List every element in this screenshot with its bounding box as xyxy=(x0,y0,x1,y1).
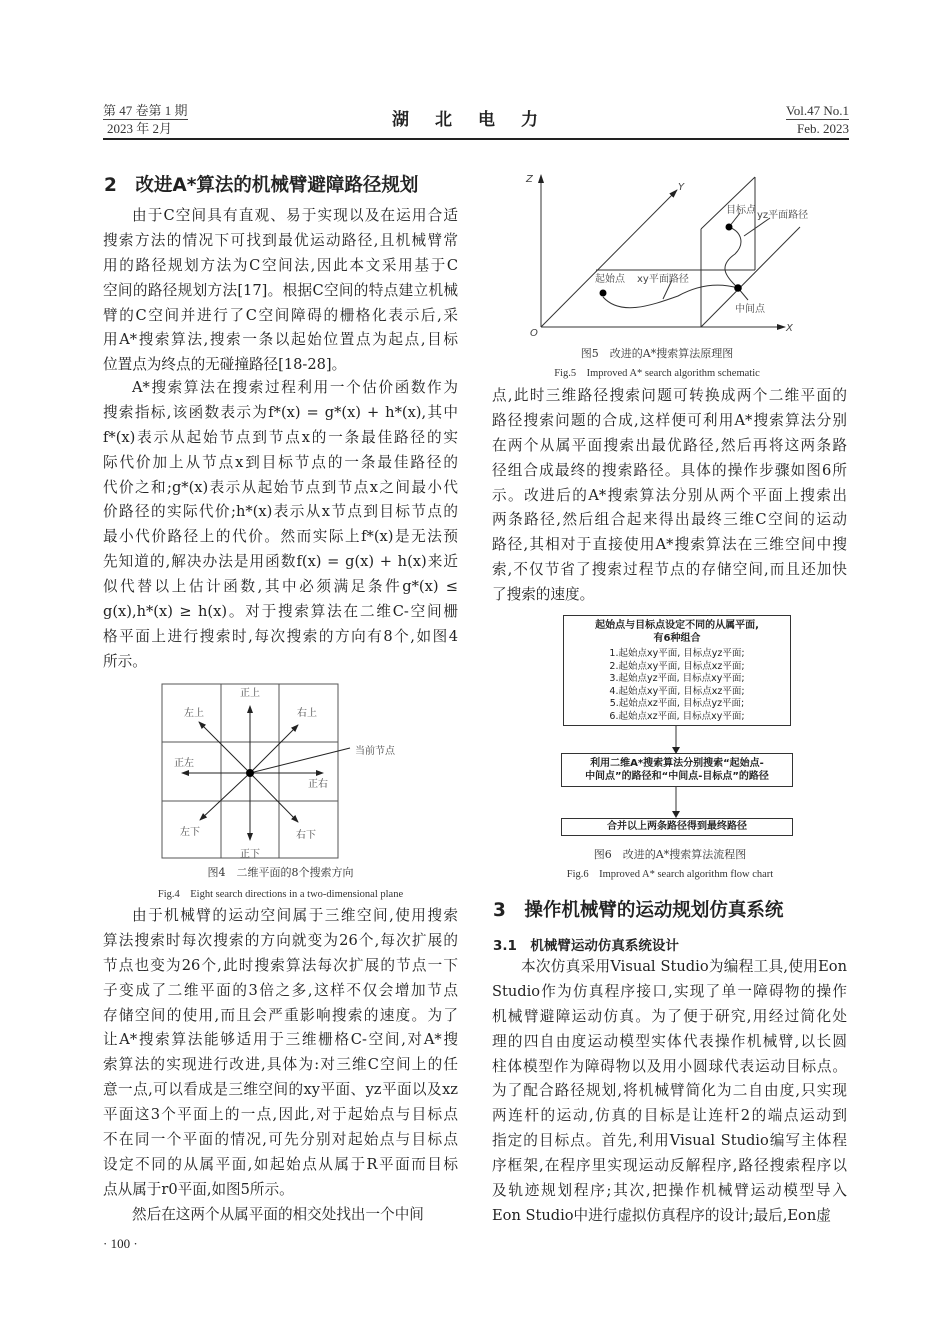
combination-item: 3.起始点yz平面, 目标点xy平面; xyxy=(609,673,745,684)
journal-title: 湖北电力 xyxy=(392,110,564,130)
label-target: 目标点 xyxy=(726,205,756,216)
label-right: 正右 xyxy=(308,779,328,790)
label-o: O xyxy=(530,328,538,338)
box-line: 中间点”的路径和“中间点-目标点”的路径 xyxy=(585,771,769,782)
flow-box-search xyxy=(561,753,793,787)
text-line: 格平面上进行搜索时,每次搜索的方向有8个,如图4 xyxy=(103,627,458,645)
figure-6-caption-en: Fig.6 Improved A* search algorithm flow chart xyxy=(566,869,774,880)
text-line: 存储空间的使用,而且会严重影响搜索的速度。为了 xyxy=(103,1006,458,1024)
text-line: 点,此时三维路径搜索问题可转换成两个二维平面的 xyxy=(492,387,847,404)
text-line: Eon Studio中进行虚拟仿真程序的设计;最后,Eon虚 xyxy=(492,1206,831,1224)
mid-point xyxy=(734,284,742,292)
start-point xyxy=(600,290,607,297)
text-line: 示。改进后的A*搜索算法分别从两个平面上搜索出 xyxy=(492,486,847,504)
combination-item: 2.起始点xy平面, 目标点xz平面; xyxy=(609,660,745,672)
paragraph xyxy=(103,204,458,378)
text-line: 让A*搜索算法能够适用于三维栅格C-空间,对A*搜 xyxy=(103,1031,458,1049)
combination-item: 6.起始点xz平面, 目标点xy平面; xyxy=(609,710,745,722)
text-line: 子变成了二维平面的3倍之多,这样不仅会增加节点 xyxy=(103,981,458,999)
text-line: 设定不同的从属平面,如起始点从属于R平面而目标 xyxy=(103,1155,458,1173)
text-line: 路径搜索问题的合成,这样便可利用A*搜索算法分别 xyxy=(492,411,847,429)
subsection-3-1-heading: 3.1 机械臂运动仿真系统设计 xyxy=(493,938,679,954)
paragraph xyxy=(492,384,847,608)
target-point xyxy=(726,224,733,231)
text-line: A*搜索算法在搜索过程利用一个估价函数作为 xyxy=(132,379,458,396)
text-line: 节点也变为26个,此时搜索算法每次扩展的节点一下 xyxy=(103,956,458,974)
text-line: 臂的C空间并进行了C空间障碍的栅格化表示后,采 xyxy=(103,306,458,324)
text-line: 在两个从属平面搜索出最优路径,然后再将这两条路 xyxy=(492,436,847,454)
text-line: 用A*搜索算法,搜索一条以起始位置点为起点,目标 xyxy=(103,331,458,349)
figure-5-caption-en: Fig.5 Improved A* search algorithm schematic xyxy=(554,368,760,379)
text-line: 索算法的实现进行改进,具体为:对三维C空间上的任 xyxy=(103,1056,458,1074)
text-line: 索,不仅节省了搜索过程节点的存储空间,而且还加快 xyxy=(492,561,847,579)
text-line: 由于机械臂的运动空间属于三维空间,使用搜索 xyxy=(132,907,458,924)
volume-label: Vol.47 No.1 xyxy=(786,103,849,118)
text-line: Studio作为仿真程序接口,实现了单一障碍物的操作 xyxy=(492,982,847,1000)
text-line: 空间的路径规划方法[17]。根据C空间的特点建立机械 xyxy=(103,281,458,299)
figure-4-caption: 图4 二维平面的8个搜索方向 xyxy=(207,866,354,879)
text-line: 价路径的实际代价;h*(x)表示从x节点到目标节点的 xyxy=(103,503,458,521)
text-line: 径组合成最终的搜索路径。具体的操作步骤如图6所 xyxy=(492,461,847,479)
combination-item: 5.起始点xz平面, 目标点yz平面; xyxy=(609,698,745,709)
figure-6-caption: 图6 改进的A*搜索算法流程图 xyxy=(593,848,747,861)
y-axis xyxy=(541,190,677,327)
current-node-dot xyxy=(246,769,254,777)
label-start: 起始点 xyxy=(595,274,625,285)
text-line: 平面这3个平面上的一点,因此,对于起始点与目标点 xyxy=(103,1106,458,1124)
yz-path-curve xyxy=(725,227,741,288)
text-line: f*(x)表示从起始节点到节点x的一条最佳路径的实 xyxy=(103,428,458,446)
flow-box-combinations xyxy=(563,615,791,726)
text-line: 意一点,可以看成是三维空间的xy平面、yz平面以及xz xyxy=(103,1081,458,1099)
box-title: 有6种组合 xyxy=(653,633,701,644)
label-mid: 中间点 xyxy=(735,304,765,315)
text-line: 理的四自由度运动模型实体代表操作机械臂,以长圆 xyxy=(492,1032,847,1050)
figure-4-search-directions xyxy=(130,676,430,866)
text-line: 搜索方法的情况下可找到最优运动路径,且机械臂常 xyxy=(103,231,458,249)
issue-date: 2023 年 2月 xyxy=(107,121,173,136)
header-rule xyxy=(103,138,849,140)
page-number: · 100 · xyxy=(103,1236,138,1251)
paragraph xyxy=(492,955,847,1229)
label-xy-path: xy平面路径 xyxy=(637,274,689,285)
text-line: 代价之和;g*(x)表示从起始节点到节点x之间最小代 xyxy=(103,478,458,496)
label-downleft: 左下 xyxy=(180,827,200,838)
paragraph xyxy=(103,376,458,675)
paragraph xyxy=(103,1203,458,1228)
text-line: 用的路径规划方法为C空间法,因此本文采用基于C xyxy=(103,256,458,274)
xy-path-curve xyxy=(603,285,738,308)
text-line: 不在同一个平面的情况,可先分别对起始点与目标点 xyxy=(103,1131,458,1149)
text-line: 机械臂避障运动仿真。为了便于研究,用经过简化处 xyxy=(492,1007,847,1025)
label-down: 正下 xyxy=(240,849,260,860)
paragraph xyxy=(103,904,458,1203)
text-line: 柱体模型作为障碍物以及用小圆球代表运动目标点。 xyxy=(492,1057,847,1075)
text-line: 搜索指标,该函数表示为f*(x) = g*(x) + h*(x),其中 xyxy=(103,403,458,421)
section-2-heading: 2 改进A*算法的机械臂避障路径规划 xyxy=(104,175,419,196)
text-line: 两连杆的运动,仿真的目标是让连杆2的端点运动到 xyxy=(492,1107,847,1125)
text-line: 先知道的,解决办法是用函数f(x) = g(x) + h(x)来近 xyxy=(103,553,458,571)
figure-5-caption: 图5 改进的A*搜索算法原理图 xyxy=(580,347,734,360)
label-z: Z xyxy=(526,174,533,185)
text-line: 所示。 xyxy=(103,652,147,670)
text-line: 了搜索的速度。 xyxy=(492,586,595,604)
text-line: 算法搜索时每次搜索的方向就变为26个,每次扩展的 xyxy=(103,931,458,949)
plane-edge xyxy=(701,177,755,229)
text-line: 及轨迹规划程序;其次,把操作机械臂运动模型导入 xyxy=(492,1182,847,1200)
text-line: 指定的目标点。首先,利用Visual Studio编写主体程 xyxy=(492,1132,847,1150)
arrow-head-icon xyxy=(672,811,680,818)
text-line: 路径,其相对于直接使用A*搜索算法在三维空间中搜 xyxy=(492,536,847,554)
label-up: 正上 xyxy=(240,688,260,699)
text-line: 际代价加上从节点x到目标节点的一条最佳路径的 xyxy=(103,453,458,471)
combination-item: 4.起始点xy平面, 目标点xz平面; xyxy=(609,685,745,697)
label-x: X xyxy=(786,323,793,334)
figure-4-caption-en: Fig.4 Eight search directions in a two-dimensional plane xyxy=(157,889,404,900)
label-yz-path: yz平面路径 xyxy=(757,210,809,221)
text-line: 两条路径,然后组合起来得出最终三维C空间的运动 xyxy=(492,511,847,529)
text-line: 最小代价路径上的代价。然而实际上f*(x)是无法预 xyxy=(103,528,458,546)
combination-list xyxy=(564,648,790,723)
text-line: 然后在这两个从属平面的相交处找出一个中间 xyxy=(132,1206,424,1223)
label-upright: 右上 xyxy=(297,708,317,719)
month-label: Feb. 2023 xyxy=(797,121,849,136)
label-downright: 右下 xyxy=(296,830,316,841)
flow-box-merge: 合并以上两条路径得到最终路径 xyxy=(561,818,793,836)
text-line: g(x),h*(x) ≥ h(x)。对于搜索算法在二维C-空间栅 xyxy=(103,603,458,621)
leader-line xyxy=(250,748,350,773)
label-upleft: 左上 xyxy=(184,708,204,719)
label-y: Y xyxy=(678,182,685,193)
combination-item: 1.起始点xy平面, 目标点yz平面; xyxy=(609,648,745,659)
text-line: 点从属于r0平面,如图5所示。 xyxy=(103,1180,294,1198)
figure-5-schematic xyxy=(520,166,820,338)
text-line: 本次仿真采用Visual Studio为编程工具,使用Eon xyxy=(521,958,847,975)
box-title: 起始点与目标点设定不同的从属平面, xyxy=(595,620,759,631)
text-line: 序框架,在程序里实现运动反解程序,路径搜索程序以 xyxy=(492,1157,847,1175)
section-3-heading: 3 操作机械臂的运动规划仿真系统 xyxy=(493,900,784,921)
label-left: 正左 xyxy=(174,758,194,769)
box-line: 利用二维A*搜索算法分别搜索“起始点- xyxy=(590,758,764,769)
text-line: 为了配合路径规划,将机械臂简化为二自由度,只实现 xyxy=(492,1082,847,1100)
label-current-node: 当前节点 xyxy=(355,746,395,757)
text-line: 似代替以上估计函数,其中必须满足条件g*(x) ≤ xyxy=(103,578,458,596)
text-line: 由于C空间具有直观、易于实现以及在运用合适 xyxy=(132,207,458,224)
text-line: 位置点为终点的无碰撞路径[18-28]。 xyxy=(103,356,347,374)
issue-label: 第 47 卷第 1 期 xyxy=(103,103,188,118)
